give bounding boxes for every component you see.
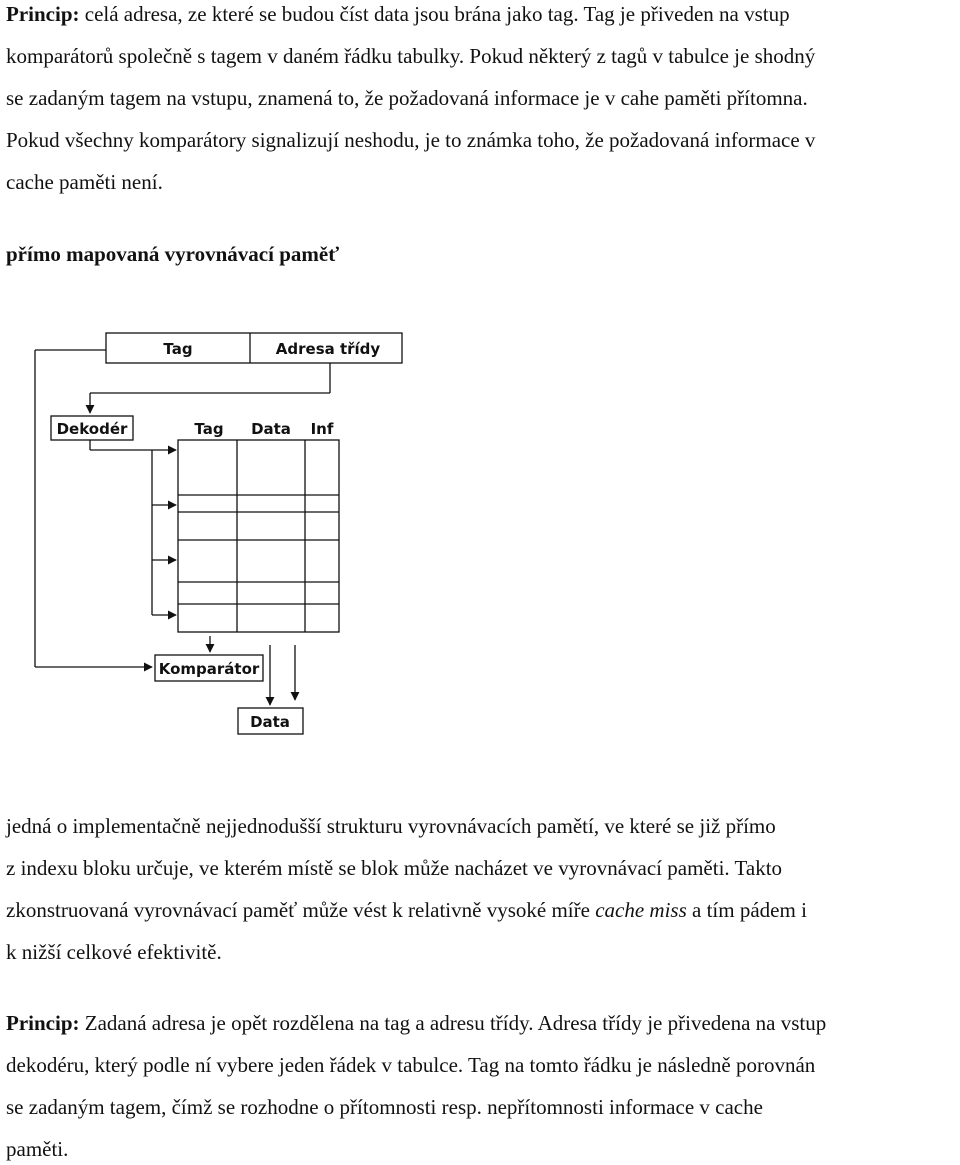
- paragraph-1-line-1: Princip: celá adresa, ze které se budou číst data jsou brána jako tag. Tag je přiveden na vstup: [6, 2, 790, 26]
- paragraph-3-line-4: paměti.: [6, 1137, 69, 1161]
- cache-table: [178, 440, 339, 632]
- paragraph-1-line-3: se zadaným tagem na vstupu, znamená to, že požadovaná informace je v cahe paměti přítomna.: [6, 86, 808, 110]
- data-output-box: [238, 708, 303, 734]
- address-register: [106, 333, 402, 363]
- decoder-label: Dekodér: [56, 420, 128, 438]
- paragraph-2-line-1: jedná o implementačně nejjednodušší strukturu vyrovnávacích pamětí, ve které se již přímo: [6, 814, 776, 838]
- decoder-box: [51, 416, 133, 440]
- principle-label: Princip:: [6, 2, 80, 26]
- column-tag-label: Tag: [194, 420, 224, 438]
- address-class-label: Adresa třídy: [275, 340, 381, 358]
- cache-miss-term: cache miss: [595, 898, 687, 922]
- paragraph-3-line-2: dekodéru, který podle ní vybere jeden řádek v tabulce. Tag na tomto řádku je následně porovnán: [6, 1053, 816, 1077]
- paragraph-1-line-2: komparátorů společně s tagem v daném řádku tabulky. Pokud některý z tagů v tabulce je shodný: [6, 44, 816, 68]
- paragraph-1-line-5: cache paměti není.: [6, 170, 163, 194]
- paragraph-2-line-3: zkonstruovaná vyrovnávací paměť může vést k relativně vysoké míře cache miss a tím pádem i: [6, 898, 807, 922]
- section-heading: přímo mapovaná vyrovnávací paměť: [6, 242, 340, 266]
- paragraph-2-line-4: k nižší celkové efektivitě.: [6, 940, 222, 964]
- paragraph-3-line-1: Princip: Zadaná adresa je opět rozdělena na tag a adresu třídy. Adresa třídy je přivedena na vstup: [6, 1011, 827, 1035]
- output-data-label: Data: [250, 713, 290, 731]
- comparator-box: [155, 655, 263, 681]
- principle-label-2: Princip:: [6, 1011, 80, 1035]
- comparator-label: Komparátor: [158, 660, 260, 678]
- address-tag-label: Tag: [163, 340, 193, 358]
- column-inf-label: Inf: [310, 420, 334, 438]
- column-data-label: Data: [251, 420, 291, 438]
- paragraph-2-line-2: z indexu bloku určuje, ve kterém místě se blok může nacházet ve vyrovnávací paměti. Takto: [6, 856, 783, 880]
- paragraph-1-line-4: Pokud všechny komparátory signalizují neshodu, je to známka toho, že požadovaná informace v: [6, 128, 816, 152]
- paragraph-3-line-3: se zadaným tagem, čímž se rozhodne o přítomnosti resp. nepřítomnosti informace v cache: [6, 1095, 763, 1119]
